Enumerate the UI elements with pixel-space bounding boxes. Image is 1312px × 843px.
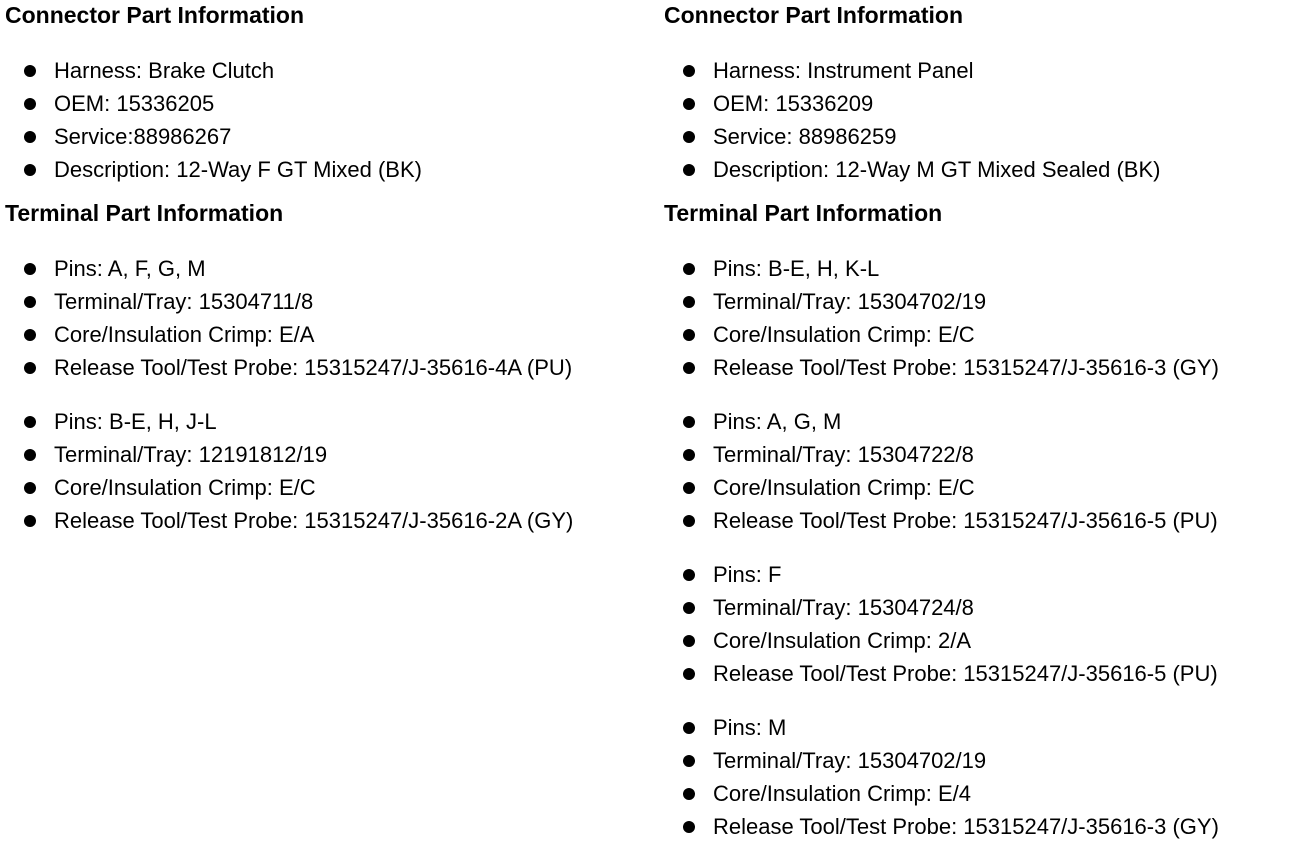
- description-item: Description: 12-Way M GT Mixed Sealed (BK): [664, 153, 1310, 186]
- left-connector-column: [5, 0, 655, 537]
- oem-item: OEM: 15336209: [664, 87, 1310, 120]
- terminal-group-1: [5, 252, 655, 384]
- crimp-item: Core/Insulation Crimp: 2/A: [664, 624, 1310, 657]
- connector-info-list: [5, 54, 655, 186]
- pins-item: Pins: B-E, H, J-L: [5, 405, 655, 438]
- oem-item: OEM: 15336205: [5, 87, 655, 120]
- service-item: Service:88986267: [5, 120, 655, 153]
- terminal-tray-item: Terminal/Tray: 15304722/8: [664, 438, 1310, 471]
- terminal-group-2: [5, 405, 655, 537]
- terminal-tray-item: Terminal/Tray: 15304724/8: [664, 591, 1310, 624]
- connector-heading: Connector Part Information: [664, 2, 964, 28]
- crimp-item: Core/Insulation Crimp: E/4: [664, 777, 1310, 810]
- pins-item: Pins: F: [664, 558, 1310, 591]
- pins-item: Pins: M: [664, 711, 1310, 744]
- right-connector-column: [664, 0, 1310, 843]
- terminal-tray-item: Terminal/Tray: 12191812/19: [5, 438, 655, 471]
- terminal-tray-item: Terminal/Tray: 15304702/19: [664, 744, 1310, 777]
- terminal-heading: Terminal Part Information: [5, 200, 284, 226]
- release-tool-item: Release Tool/Test Probe: 15315247/J-35616-3 (GY): [664, 810, 1310, 843]
- release-tool-item: Release Tool/Test Probe: 15315247/J-35616-5 (PU): [664, 504, 1310, 537]
- harness-item: Harness: Brake Clutch: [5, 54, 655, 87]
- pins-item: Pins: A, F, G, M: [5, 252, 655, 285]
- pins-item: Pins: B-E, H, K-L: [664, 252, 1310, 285]
- connector-heading: Connector Part Information: [5, 2, 305, 28]
- connector-info-list: [664, 54, 1310, 186]
- crimp-item: Core/Insulation Crimp: E/C: [5, 471, 655, 504]
- terminal-group-3: [664, 558, 1310, 690]
- terminal-group-4: [664, 711, 1310, 843]
- crimp-item: Core/Insulation Crimp: E/C: [664, 471, 1310, 504]
- terminal-tray-item: Terminal/Tray: 15304711/8: [5, 285, 655, 318]
- crimp-item: Core/Insulation Crimp: E/A: [5, 318, 655, 351]
- terminal-group-1: [664, 252, 1310, 384]
- service-item: Service: 88986259: [664, 120, 1310, 153]
- harness-item: Harness: Instrument Panel: [664, 54, 1310, 87]
- description-item: Description: 12-Way F GT Mixed (BK): [5, 153, 655, 186]
- terminal-heading: Terminal Part Information: [664, 200, 943, 226]
- terminal-tray-item: Terminal/Tray: 15304702/19: [664, 285, 1310, 318]
- release-tool-item: Release Tool/Test Probe: 15315247/J-35616-2A (GY): [5, 504, 655, 537]
- release-tool-item: Release Tool/Test Probe: 15315247/J-35616-3 (GY): [664, 351, 1310, 384]
- crimp-item: Core/Insulation Crimp: E/C: [664, 318, 1310, 351]
- release-tool-item: Release Tool/Test Probe: 15315247/J-35616-4A (PU): [5, 351, 655, 384]
- pins-item: Pins: A, G, M: [664, 405, 1310, 438]
- terminal-group-2: [664, 405, 1310, 537]
- release-tool-item: Release Tool/Test Probe: 15315247/J-35616-5 (PU): [664, 657, 1310, 690]
